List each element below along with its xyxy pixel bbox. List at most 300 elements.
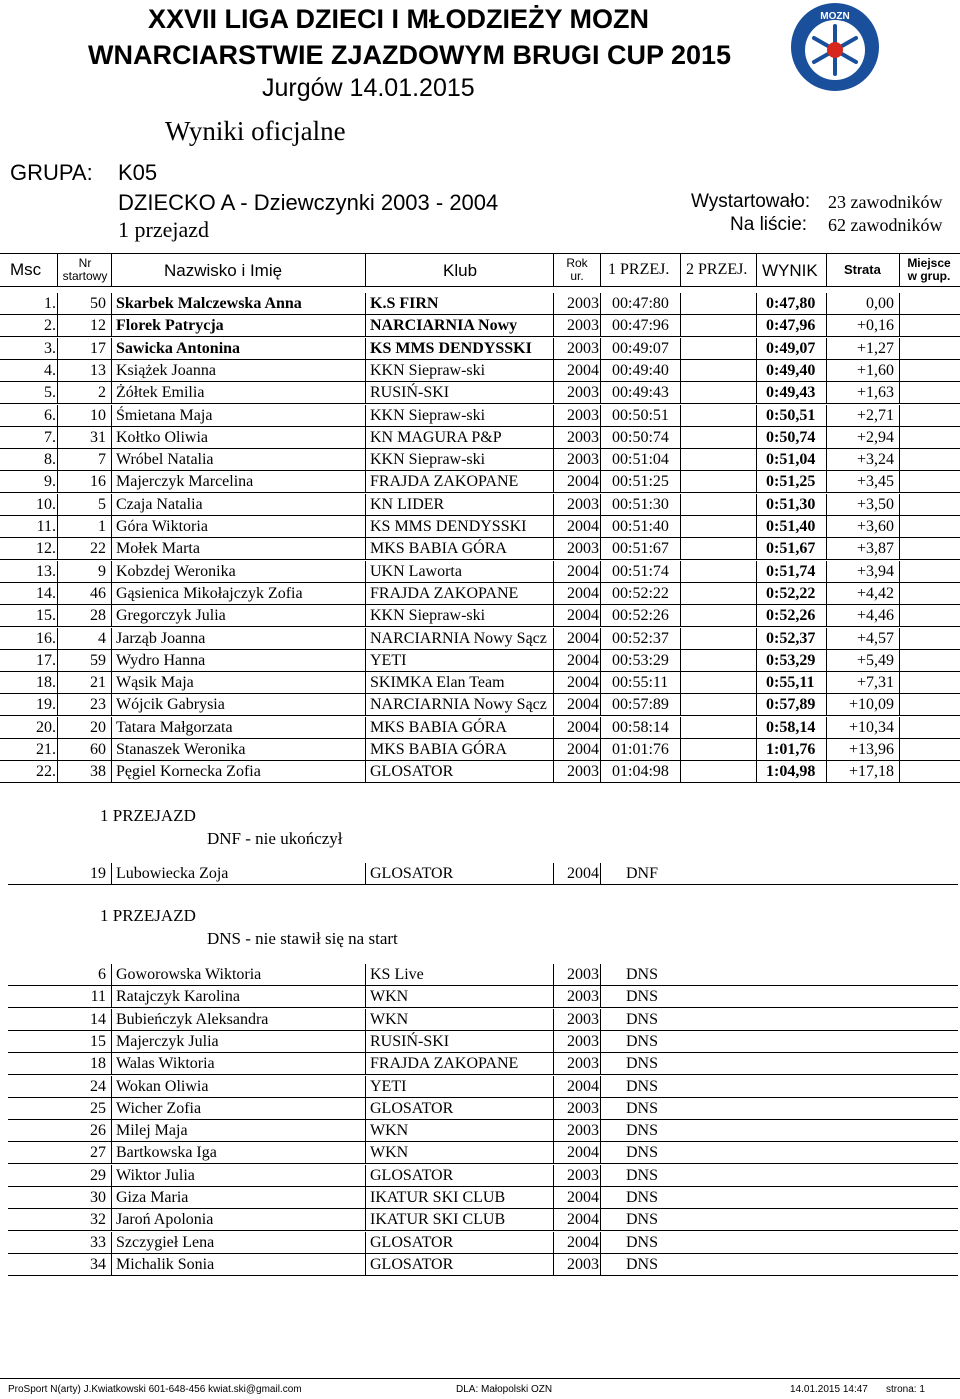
cell-gap: +3,60 (856, 518, 894, 535)
dns-title: DNS - nie stawił się na start (207, 929, 398, 948)
row-sep (899, 761, 900, 783)
cell-result: 0:47,80 (766, 295, 816, 312)
row-sep (57, 360, 58, 382)
footer-page: strona: 1 (886, 1384, 925, 1395)
cell-club: FRAJDA ZAKOPANE (370, 585, 519, 602)
footer-date: 14.01.2015 14:47 (790, 1384, 868, 1395)
col-run2: 2 PRZEJ. (686, 261, 748, 278)
row-sep (680, 672, 681, 694)
row-sep (756, 516, 757, 538)
row-sep (899, 315, 900, 337)
row-sep (553, 1142, 554, 1164)
row-sep (899, 382, 900, 404)
cell-result: 0:52,37 (766, 630, 816, 647)
row-sep (826, 650, 827, 672)
table-row (0, 382, 960, 404)
cell-club: UKN Laworta (370, 563, 462, 580)
row-sep (826, 672, 827, 694)
row-sep (826, 516, 827, 538)
cell-club: FRAJDA ZAKOPANE (370, 1055, 519, 1072)
cell-result: 0:53,29 (766, 652, 816, 669)
row-sep (600, 1098, 601, 1120)
row-sep (600, 1142, 601, 1164)
cell-name: Wróbel Natalia (116, 451, 214, 468)
cell-nr: 31 (90, 429, 106, 446)
row-sep (756, 360, 757, 382)
row-sep (111, 405, 112, 427)
cell-msc: 11. (36, 518, 56, 535)
col-year-line1: Rok (566, 256, 588, 270)
cell-msc: 1. (44, 295, 56, 312)
cell-gap: +3,94 (856, 563, 894, 580)
cell-club: YETI (370, 1078, 407, 1095)
cell-nr: 7 (98, 451, 106, 468)
cell-msc: 19. (36, 696, 56, 713)
cell-club: NARCIARNIA Nowy Sącz (370, 630, 547, 647)
cell-run1: 00:49:43 (612, 384, 669, 401)
table-row (0, 605, 960, 627)
cell-status: DNF (626, 865, 659, 882)
row-sep (57, 605, 58, 627)
row-sep (600, 1232, 601, 1254)
col-place-line1: Miejsce (907, 256, 951, 270)
col-result: WYNIK (762, 261, 818, 280)
dnf-title: DNF - nie ukończył (207, 829, 343, 848)
row-sep (553, 1120, 554, 1142)
row-sep (756, 561, 757, 583)
cell-gap: +17,18 (848, 763, 894, 780)
row-sep (600, 516, 601, 538)
cell-year: 2003 (567, 1011, 599, 1028)
cell-name: Goworowska Wiktoria (116, 966, 262, 983)
group-value: K05 (118, 160, 158, 185)
row-sep (899, 449, 900, 471)
col-place-line2: w grup. (907, 269, 951, 283)
hdr-sep (826, 253, 827, 287)
row-sep (680, 761, 681, 783)
row-sep (365, 672, 366, 694)
cell-club: KN LIDER (370, 496, 445, 513)
cell-gap: +3,87 (856, 540, 894, 557)
row-sep (111, 672, 112, 694)
cell-year: 2003 (567, 1033, 599, 1050)
cell-msc: 13. (36, 563, 56, 580)
row-sep (553, 1209, 554, 1231)
row-sep (600, 405, 601, 427)
dns-row (0, 1098, 960, 1120)
cell-run1: 00:49:40 (612, 362, 669, 379)
table-row (0, 583, 960, 605)
col-nr (58, 257, 112, 283)
row-sep (111, 694, 112, 716)
dns-section-label: 1 PRZEJAZD (100, 906, 196, 925)
row-sep (111, 583, 112, 605)
row-sep (680, 561, 681, 583)
row-sep (600, 1254, 601, 1276)
row-sep (899, 516, 900, 538)
row-sep (600, 583, 601, 605)
row-line (0, 403, 960, 404)
row-sep (899, 739, 900, 761)
row-sep (111, 561, 112, 583)
cell-gap: +7,31 (856, 674, 894, 691)
table-row (0, 761, 960, 783)
row-sep (553, 964, 554, 986)
row-sep (57, 338, 58, 360)
dns-row (0, 1142, 960, 1164)
row-sep (111, 1098, 112, 1120)
onlist-label: Na liście: (730, 214, 808, 235)
cell-run1: 00:55:11 (612, 674, 669, 691)
cell-run1: 00:51:30 (612, 496, 669, 513)
row-sep (365, 1009, 366, 1031)
cell-nr: 2 (98, 384, 106, 401)
cell-name: Kołtko Oliwia (116, 429, 208, 446)
row-sep (680, 360, 681, 382)
row-sep (553, 561, 554, 583)
cell-nr: 38 (90, 763, 106, 780)
row-sep (680, 605, 681, 627)
row-sep (756, 605, 757, 627)
table-row (0, 494, 960, 516)
row-sep (553, 382, 554, 404)
table-row (0, 516, 960, 538)
row-sep (111, 739, 112, 761)
row-sep (57, 761, 58, 783)
row-sep (111, 360, 112, 382)
row-sep (111, 1076, 112, 1098)
row-sep (111, 516, 112, 538)
cell-year: 2003 (567, 1100, 599, 1117)
cell-run1: 00:57:89 (612, 696, 669, 713)
cell-club: KKN Siepraw-ski (370, 607, 486, 624)
cell-nr: 6 (98, 966, 106, 983)
row-sep (57, 538, 58, 560)
row-sep (756, 694, 757, 716)
cell-result: 0:51,67 (766, 540, 816, 557)
logo-text: MOZN (820, 11, 850, 22)
row-line (0, 559, 960, 560)
row-sep (899, 405, 900, 427)
cell-name: Żółtek Emilia (116, 384, 205, 401)
footer-for: DLA: Małopolski OZN (456, 1384, 553, 1395)
onlist-value: 62 zawodników (828, 215, 943, 235)
row-sep (680, 538, 681, 560)
cell-nr: 23 (90, 696, 106, 713)
row-sep (111, 538, 112, 560)
cell-name: Gąsienica Mikołajczyk Zofia (116, 585, 303, 602)
row-sep (826, 761, 827, 783)
row-sep (826, 293, 827, 315)
table-row (0, 717, 960, 739)
cell-status: DNS (626, 1100, 659, 1117)
row-sep (826, 427, 827, 449)
row-sep (680, 650, 681, 672)
cell-nr: 19 (90, 865, 106, 882)
hdr-sep (756, 253, 757, 287)
cell-result: 1:04,98 (766, 763, 816, 780)
cell-club: GLOSATOR (370, 865, 454, 882)
cell-msc: 7. (44, 429, 56, 446)
cell-club: NARCIARNIA Nowy (370, 317, 518, 334)
row-sep (600, 315, 601, 337)
hdr-sep (680, 253, 681, 287)
row-sep (756, 717, 757, 739)
cell-year: 2004 (567, 630, 599, 647)
row-sep (680, 405, 681, 427)
row-sep (553, 761, 554, 783)
row-sep (365, 315, 366, 337)
row-sep (756, 315, 757, 337)
row-sep (600, 449, 601, 471)
cell-year: 2003 (567, 966, 599, 983)
cell-gap: +1,60 (856, 362, 894, 379)
cell-msc: 3. (44, 340, 56, 357)
cell-name: Gregorczyk Julia (116, 607, 226, 624)
row-sep (680, 583, 681, 605)
row-sep (826, 405, 827, 427)
event-title-line2: WNARCIARSTWIE ZJAZDOWYM BRUGI CUP 2015 (88, 40, 732, 70)
cell-run1: 00:51:25 (612, 473, 669, 490)
row-sep (365, 717, 366, 739)
row-sep (553, 1009, 554, 1031)
cell-name: Majerczyk Julia (116, 1033, 219, 1050)
row-line (8, 884, 958, 885)
cell-gap: 0,00 (866, 295, 894, 312)
cell-year: 2003 (567, 763, 599, 780)
hdr-sep (365, 253, 366, 287)
cell-name: Ratajczyk Karolina (116, 988, 240, 1005)
row-sep (57, 672, 58, 694)
cell-name: Szczygieł Lena (116, 1234, 215, 1251)
row-sep (111, 863, 112, 885)
cell-nr: 22 (90, 540, 106, 557)
cell-run1: 00:52:22 (612, 585, 669, 602)
cell-msc: 9. (44, 473, 56, 490)
cell-result: 0:49,07 (766, 340, 816, 357)
row-sep (365, 538, 366, 560)
row-sep (57, 717, 58, 739)
row-sep (899, 717, 900, 739)
cell-nr: 20 (90, 719, 106, 736)
row-sep (553, 471, 554, 493)
cell-result: 0:51,30 (766, 496, 816, 513)
cell-name: Tatara Małgorzata (116, 719, 233, 736)
cell-result: 0:52,26 (766, 607, 816, 624)
row-sep (756, 650, 757, 672)
row-sep (365, 471, 366, 493)
row-sep (826, 583, 827, 605)
row-sep (553, 694, 554, 716)
cell-gap: +1,63 (856, 384, 894, 401)
row-sep (553, 315, 554, 337)
row-sep (899, 628, 900, 650)
cell-club: IKATUR SKI CLUB (370, 1189, 506, 1206)
cell-gap: +10,09 (848, 696, 894, 713)
row-sep (57, 628, 58, 650)
cell-run1: 00:51:04 (612, 451, 669, 468)
cell-nr: 50 (90, 295, 106, 312)
cell-name: Pęgiel Kornecka Zofia (116, 763, 261, 780)
row-sep (680, 717, 681, 739)
cell-name: Kobzdej Weronika (116, 563, 236, 580)
row-sep (826, 360, 827, 382)
row-sep (756, 382, 757, 404)
cell-year: 2004 (567, 362, 599, 379)
cell-club: GLOSATOR (370, 763, 454, 780)
cell-name: Wicher Zofia (116, 1100, 202, 1117)
row-sep (57, 739, 58, 761)
cell-result: 0:51,25 (766, 473, 816, 490)
row-sep (111, 427, 112, 449)
cell-result: 0:52,22 (766, 585, 816, 602)
row-sep (553, 449, 554, 471)
cell-status: DNS (626, 1167, 659, 1184)
row-sep (111, 1031, 112, 1053)
cell-year: 2004 (567, 652, 599, 669)
row-sep (553, 360, 554, 382)
cell-status: DNS (626, 1211, 659, 1228)
row-sep (365, 293, 366, 315)
row-sep (600, 717, 601, 739)
row-sep (756, 427, 757, 449)
hdr-sep (899, 253, 900, 287)
row-sep (826, 628, 827, 650)
cell-result: 0:55,11 (766, 674, 815, 691)
row-sep (365, 1053, 366, 1075)
row-sep (111, 293, 112, 315)
col-nr-line1: Nr (78, 256, 92, 270)
row-sep (57, 315, 58, 337)
event-place-date: Jurgów 14.01.2015 (262, 74, 475, 102)
col-run1: 1 PRZEJ. (608, 261, 670, 278)
cell-msc: 14. (36, 585, 56, 602)
cell-nr: 28 (90, 607, 106, 624)
cell-nr: 16 (90, 473, 106, 490)
row-sep (600, 538, 601, 560)
row-sep (826, 561, 827, 583)
row-sep (553, 1053, 554, 1075)
row-sep (899, 293, 900, 315)
row-sep (57, 382, 58, 404)
row-sep (680, 516, 681, 538)
row-sep (826, 471, 827, 493)
cell-year: 2003 (567, 407, 599, 424)
cell-year: 2003 (567, 384, 599, 401)
row-sep (826, 315, 827, 337)
row-sep (111, 315, 112, 337)
cell-year: 2004 (567, 1078, 599, 1095)
row-sep (600, 494, 601, 516)
cell-club: KKN Siepraw-ski (370, 407, 486, 424)
cell-status: DNS (626, 1144, 659, 1161)
row-sep (111, 382, 112, 404)
cell-nr: 18 (90, 1055, 106, 1072)
cell-gap: +1,27 (856, 340, 894, 357)
cell-status: DNS (626, 1033, 659, 1050)
row-sep (899, 605, 900, 627)
cell-club: KS MMS DENDYSSKI (370, 340, 532, 357)
cell-msc: 8. (44, 451, 56, 468)
row-line (8, 1007, 958, 1008)
cell-run1: 01:04:98 (612, 763, 669, 780)
row-line (0, 336, 960, 337)
row-sep (553, 293, 554, 315)
cell-msc: 4. (44, 362, 56, 379)
row-sep (111, 605, 112, 627)
row-sep (553, 516, 554, 538)
row-sep (600, 650, 601, 672)
cell-club: MKS BABIA GÓRA (370, 540, 507, 557)
col-nr-line2: startowy (62, 269, 108, 283)
row-sep (111, 761, 112, 783)
row-sep (553, 605, 554, 627)
cell-nr: 30 (90, 1189, 106, 1206)
row-sep (756, 405, 757, 427)
row-sep (365, 1098, 366, 1120)
row-sep (600, 360, 601, 382)
row-line (8, 1074, 958, 1075)
row-sep (553, 739, 554, 761)
cell-status: DNS (626, 1256, 659, 1273)
row-sep (600, 1031, 601, 1053)
dns-row (0, 1076, 960, 1098)
row-sep (553, 986, 554, 1008)
cell-nr: 1 (98, 518, 106, 535)
cell-year: 2004 (567, 674, 599, 691)
cell-result: 0:49,40 (766, 362, 816, 379)
cell-gap: +3,24 (856, 451, 894, 468)
category-title: DZIECKO A - Dziewczynki 2003 - 2004 (118, 190, 499, 215)
table-row (0, 628, 960, 650)
mozn-logo (790, 2, 880, 92)
cell-name: Mołek Marta (116, 540, 200, 557)
hdr-sep (600, 253, 601, 287)
cell-year: 2004 (567, 741, 599, 758)
cell-nr: 5 (98, 496, 106, 513)
row-sep (600, 628, 601, 650)
row-sep (826, 694, 827, 716)
row-sep (756, 494, 757, 516)
table-row (0, 672, 960, 694)
cell-name: Wiktor Julia (116, 1167, 195, 1184)
row-sep (756, 471, 757, 493)
dnf-section-label: 1 PRZEJAZD (100, 806, 196, 825)
row-sep (57, 516, 58, 538)
row-sep (111, 494, 112, 516)
table-row (0, 650, 960, 672)
row-sep (899, 338, 900, 360)
table-row (0, 338, 960, 360)
row-sep (826, 739, 827, 761)
cell-msc: 5. (44, 384, 56, 401)
cell-nr: 26 (90, 1122, 106, 1139)
dns-row (0, 964, 960, 986)
row-sep (553, 494, 554, 516)
row-sep (111, 1165, 112, 1187)
row-sep (899, 561, 900, 583)
hdr-sep (111, 253, 112, 287)
row-sep (600, 863, 601, 885)
cell-club: K.S FIRN (370, 295, 439, 312)
cell-name: Jarząb Joanna (116, 630, 206, 647)
table-row (0, 561, 960, 583)
row-sep (756, 293, 757, 315)
cell-gap: +3,50 (856, 496, 894, 513)
row-sep (680, 471, 681, 493)
row-sep (553, 405, 554, 427)
row-sep (680, 494, 681, 516)
